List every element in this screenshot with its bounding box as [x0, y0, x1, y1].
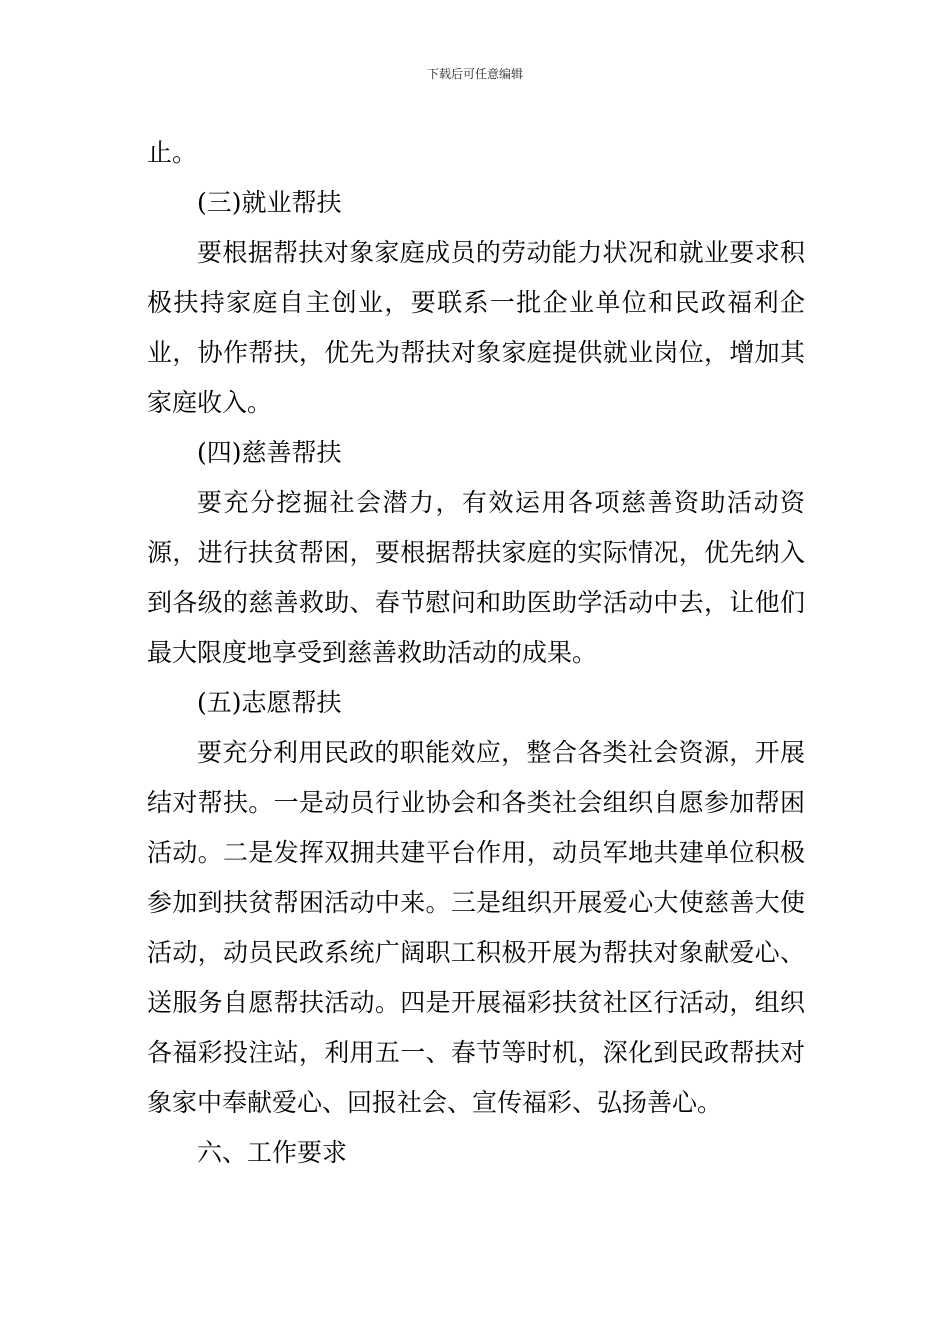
section-heading-employment: (三)就业帮扶: [197, 188, 342, 217]
paragraph-charity: 要充分挖掘社会潜力，有效运用各项慈善资助活动资源，进行扶贫帮困，要根据帮扶家庭的实际情况，优先纳入到各级的慈善救助、春节慰问和助医助学活动中去，让他们最大限度地享受到慈善救助活动的成果。: [147, 488, 805, 667]
paragraph-continuation: 止。: [147, 138, 198, 167]
download-note: 下载后可任意编辑: [426, 67, 523, 81]
paragraph-volunteer: 要充分利用民政的职能效应，整合各类社会资源，开展结对帮扶。一是动员行业协会和各类社会组织自愿参加帮困活动。二是发挥双拥共建平台作用，动员军地共建单位积极参加到扶贫帮困活动中来。三是组织开展爱心大使慈善大使活动，动员民政系统广阔职工积极开展为帮扶对象献爱心、送服务自愿帮扶活动。四是开展福彩扶贫社区行活动，组织各福彩投注站，利用五一、春节等时机，深化到民政帮扶对象家中奉献爱心、回报社会、宣传福彩、弘扬善心。: [147, 738, 805, 1117]
document-body: [147, 128, 805, 1178]
paragraph-employment: 要根据帮扶对象家庭成员的劳动能力状况和就业要求积极扶持家庭自主创业，要联系一批企业单位和民政福利企业，协作帮扶，优先为帮扶对象家庭提供就业岗位，增加其家庭收入。: [147, 238, 805, 417]
section-heading-charity: (四)慈善帮扶: [197, 438, 342, 467]
section-heading-work-requirements: 六、工作要求: [197, 1138, 348, 1167]
section-heading-volunteer: (五)志愿帮扶: [197, 688, 342, 717]
